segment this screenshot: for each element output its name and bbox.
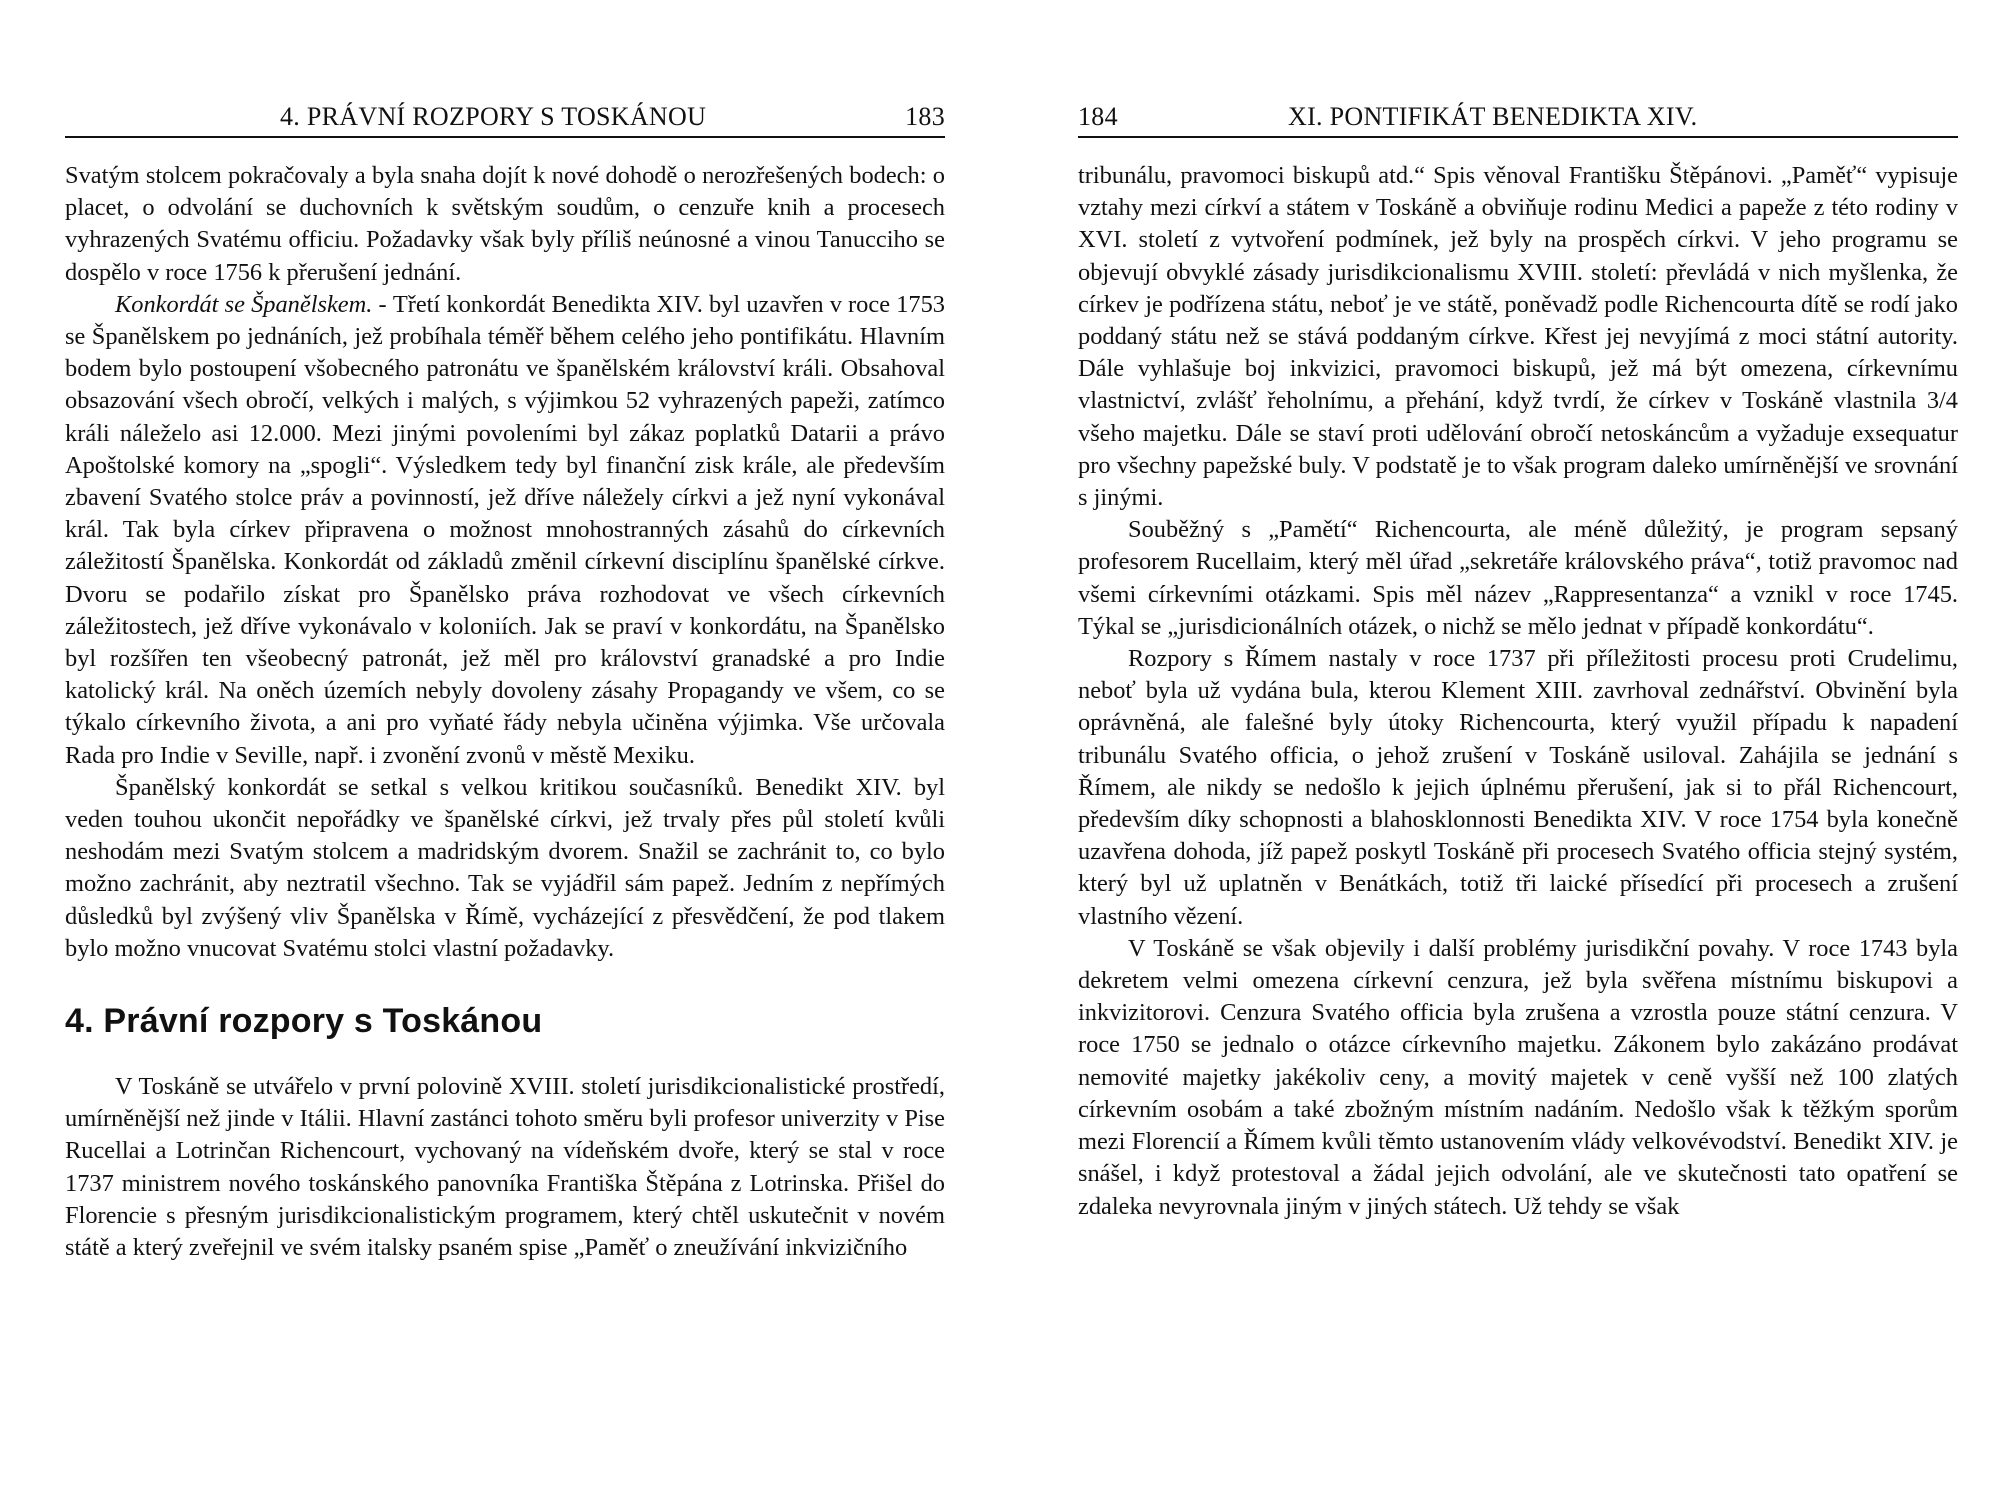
running-head — [65, 100, 945, 134]
paragraph — [65, 289, 945, 772]
header-rule — [1078, 136, 1958, 138]
paragraph: Španělský konkordát se setkal s velkou kritikou současníků. Benedikt XIV. byl veden touhou ukončit nepořádky ve španělské církvi, jež trvaly přes půl století kvůli neshodám mezi Svatým stolcem a madridským dvorem. Snažil se zachránit to, co bylo možno zachránit, aby neztratil všechno. Tak se vyjádřil sám papež. Jedním z nepřímých důsledků byl zvýšený vliv Španělska v Římě, vycházející z přesvědčení, že pod tlakem bylo možno vnucovat Svatému stolci vlastní požadavky. — [65, 773, 945, 962]
page-number: 184 — [1078, 102, 1118, 131]
right-body-text — [1078, 160, 1958, 1223]
paragraph-text: Třetí konkordát Benedikta XIV. byl uzavřen v roce 1753 se Španělskem po jednáních, jež probíhala téměř během celého jeho pontifikátu. Hlavním bodem bylo postoupení všobecného patronátu ve španělském království králi. Obsahoval obsazování všech obročí, velkých i malých, s výjimkou 52 vyhrazených papeži, zatímco králi náleželo asi 12.000. Mezi jinými povoleními byl zákaz poplatků Datarii a právo Apoštolské komory na „spogli“. Výsledkem tedy byl finanční zisk krále, ale především zbavení Svatého stolce práv a povinností, jež dříve náležely církvi a jež nyní vykonával král. Tak byla církev připravena o možnost mnohostranných zásahů do církevních záležitostí Španělska. Konkordát od základů změnil církevní disciplínu španělské církve. Dvoru se podařilo získat pro Španělsko práva rozhodovat ve všech církevních záležitostech, jež dříve vykonávalo v koloniích. Jak se praví v konkordátu, na Španělsko byl rozšířen ten všeobecný patronát, jež měl pro království granadské a pro Indie katolický král. Na oněch územích nebyly dovoleny zásahy Propagandy ve všem, co se týkalo církevního života, a ani pro vyňaté řády nebyla učiněna výjimka. Vše určovala Rada pro Indie v Seville, např. i zvonění zvonů v městě Mexiku. — [65, 290, 945, 769]
paragraph: Rozpory s Římem nastaly v roce 1737 při příležitosti procesu proti Crudelimu, neboť byla už vydána bula, kterou Klement XIII. zavrhoval zednářství. Obvinění byla oprávněná, ale falešné byly útoky Richencourta, který využil případu k napadení tribunálu Svatého officia, o jehož zrušení v Toskáně usiloval. Zahájila se jednání s Římem, ale nikdy se nedošlo k jejich úplnému přerušení, jak si to přál Richencourt, především díky schopnosti a blahosklonnosti Benedikta XIV. V roce 1754 byla konečně uzavřena dohoda, jíž papež poskytl Toskáně při procesech Svatého officia stejný systém, který byl už uplatněn v Benátkách, totiž tři laické přísedící při procesech a zrušení vlastního vězení. — [1078, 645, 1958, 930]
paragraph: tribunálu, pravomoci biskupů atd.“ Spis věnoval Františku Štěpánovi. „Paměť“ vypisuje vztahy mezi církví a státem v Toskáně a obviňuje rodinu Medici a papeže z této rodiny v XVI. století z vytvoření podmínek, jež byly na prospěch církvi. V jeho programu se objevují obvyklé zásady jurisdikcionalismu XVIII. století: převládá v nich myšlenka, že církev je podřízena státu, neboť je ve státě, poněvadž podle Richencourta dítě se rodí jako poddaný státu než se stává poddaným církve. Křest jej nevyjímá z moci státní autority. Dále vyhlašuje boj inkvizici, pravomoci biskupů, jež má být omezena, církevnímu vlastnictví, zvlášť řeholnímu, a přehání, když tvrdí, že církev v Toskáně vlastnila 3/4 všeho majetku. Dále se staví proti udělování obročí netoskáncům a vyžaduje exsequatur pro všechny papežské buly. V podstatě je to však program daleko umírněnější ve srovnání s jinými. — [1078, 162, 1958, 512]
left-body-text — [65, 160, 945, 1264]
running-head-title: 4. PRÁVNÍ ROZPORY S TOSKÁNOU — [280, 102, 707, 131]
paragraph: V Toskáně se utvářelo v první polovině XVIII. století jurisdikcionalistické prostředí, umírněnější než jinde v Itálii. Hlavní zastánci tohoto směru byli profesor univerzity v Pise Rucellai a Lotrinčan Richencourt, vychovaný na vídeňském dvoře, který se stal v roce 1737 ministrem nového toskánského panovníka Františka Štěpána z Lotrinska. Přišel do Florencie s přesným jurisdikcionalistickým programem, který chtěl uskutečnit v novém státě a který zveřejnil ve svém italsky psaném spise „Paměť o zneužívání inkvizičního — [65, 1073, 945, 1262]
inline-heading: Konkordát se Španělskem. - — [115, 290, 393, 318]
paragraph: V Toskáně se však objevily i další problémy jurisdikční povahy. V roce 1743 byla dekretem velmi omezena církevní cenzura, jež byla svěřena místnímu biskupovi a inkvizitorovi. Cenzura Svatého officia byla zrušena a vzrostla pouze státní cenzura. V roce 1750 se jednalo o otázce církevního majetku. Zákonem bylo zakázáno prodávat nemovité majetky jakékoliv ceny, a movitý majetek v ceně vyšší než 100 zlatých církevním osobám a také zbožným místním nadáním. Nedošlo však k těžkým sporům mezi Florencií a Římem kvůli těmto ustanovením vlády velkovévodství. Benedikt XIV. je snášel, i když protestoval a žádal jejich odvolání, ale ve skutečnosti tato opatření se zdaleka nevyrovnala jiným v jiných státech. Už tehdy se však — [1078, 934, 1958, 1220]
running-head — [1078, 100, 1958, 134]
header-rule — [65, 136, 945, 138]
page-number: 183 — [905, 102, 945, 131]
paragraph: Souběžný s „Pamětí“ Richencourta, ale méně důležitý, je program sepsaný profesorem Rucellaim, který měl úřad „sekretáře královského práva“, totiž pravomoc nad všemi církevními otázkami. Spis měl název „Rappresentanza“ a vznikl v roce 1745. Týkal se „jurisdicionálních otázek, o nichž se mělo jednat v případě konkordátu“. — [1078, 516, 1958, 640]
section-heading: 4. Právní rozpory s Toskánou — [65, 1002, 543, 1041]
paragraph: Svatým stolcem pokračovaly a byla snaha dojít k nové dohodě o nerozřešených bodech: o placet, o odvolání se duchovních k světským soudům, o cenzuře knih a procesech vyhrazených Svatému officiu. Požadavky však byly příliš neúnosné a vinou Tanucciho se dospělo v roce 1756 k přerušení jednání. — [65, 162, 945, 286]
running-head-title: XI. PONTIFIKÁT BENEDIKTA XIV. — [1288, 102, 1698, 131]
